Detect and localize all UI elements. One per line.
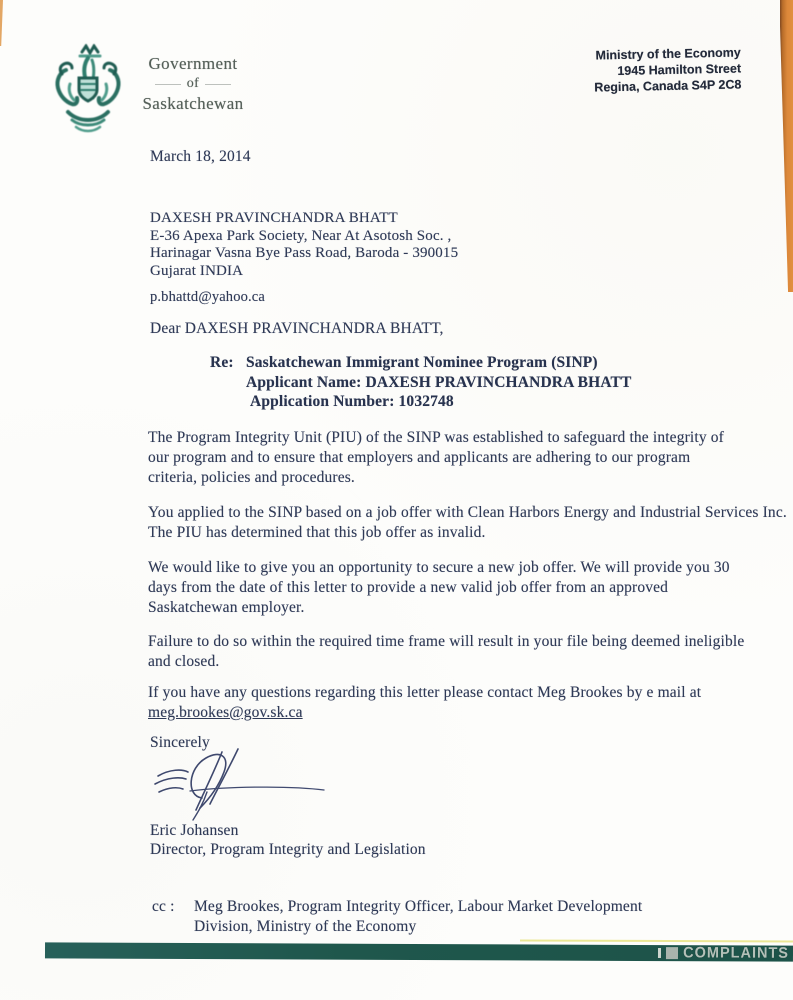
re-label: Re: — [210, 354, 234, 371]
ministry-address-block — [593, 44, 741, 95]
salutation: Dear DAXESH PRAVINCHANDRA BHATT, — [150, 320, 444, 337]
signer-name: Eric Johansen — [150, 822, 239, 839]
body-paragraph-1: The Program Integrity Unit (PIU) of the SINP was established to safeguard the integrity of our program and to ensure that employers and applicants are adhering to our program criteria, policies and procedures. — [148, 429, 724, 486]
decorative-dash-left — [155, 84, 181, 85]
body-paragraph-5 — [148, 683, 768, 723]
org-line-of: of — [186, 76, 200, 91]
recipient-name: DAXESH PRAVINCHANDRA BHATT — [150, 210, 398, 226]
re-application-number-line: Application Number: 1032748 — [250, 393, 454, 410]
letter-date: March 18, 2014 — [150, 148, 251, 165]
cc-line-1: Meg Brookes, Program Integrity Officer, Labour Market Development — [194, 898, 643, 915]
watermark-tick-mark — [658, 948, 661, 958]
scan-scratch-line — [520, 940, 793, 943]
body-paragraph-4: Failure to do so within the required time frame will result in your file being deemed ineligible and closed. — [148, 633, 745, 670]
org-line-saskatchewan: Saskatchewan — [142, 94, 244, 113]
re-program-line: Saskatchewan Immigrant Nominee Program (SINP) — [246, 354, 598, 371]
org-line-government: Government — [148, 54, 238, 73]
scan-edge-artifact — [780, 0, 793, 292]
footer-green-bar — [45, 942, 793, 961]
cc-block — [152, 897, 642, 936]
recipient-address-block — [150, 210, 458, 280]
re-block — [210, 353, 632, 412]
contact-sentence: If you have any questions regarding this letter please contact Meg Brookes by e mail at — [148, 684, 702, 701]
watermark-logo-square — [666, 947, 678, 959]
signature-handwriting — [150, 746, 350, 824]
recipient-address-line-3: Gujarat INDIA — [150, 262, 244, 279]
complaints-watermark — [658, 945, 789, 962]
recipient-address-line-2: Harinagar Vasna Bye Pass Road, Baroda - 390015 — [150, 245, 459, 261]
saskatchewan-coat-of-arms-logo — [46, 44, 130, 136]
signature-block — [150, 821, 426, 859]
recipient-address-line-1: E-36 Apexa Park Society, Near At Asotosh Soc. , — [150, 227, 452, 244]
ministry-name: Ministry of the Economy — [595, 45, 741, 63]
cc-label: cc : — [152, 898, 175, 915]
scan-corner-artifact — [0, 0, 3, 46]
contact-email-link[interactable]: meg.brookes@gov.sk.ca — [148, 704, 303, 721]
decorative-dash-right — [205, 84, 231, 85]
re-applicant-name-line: Applicant Name: DAXESH PRAVINCHANDRA BHATT — [246, 373, 632, 391]
body-paragraph-2: You applied to the SINP based on a job offer with Clean Harbors Energy and Industrial Services Inc. The PIU has determined that this job offer as invalid. — [148, 504, 787, 541]
cc-line-2: Division, Ministry of the Economy — [194, 917, 417, 935]
valediction: Sincerely — [150, 734, 210, 751]
recipient-email: p.bhattd@yahoo.ca — [150, 289, 265, 305]
body-paragraph-3: We would like to give you an opportunity to secure a new job offer. We will provide you 30 days from the date of this letter to provide a new valid job offer from an approved Saskatchewan employer. — [148, 559, 730, 616]
ministry-city: Regina, Canada S4P 2C8 — [594, 77, 742, 95]
government-of-saskatchewan-wordmark — [128, 54, 258, 114]
ministry-street: 1945 Hamilton Street — [617, 61, 742, 79]
watermark-text: COMPLAINTS — [683, 944, 790, 963]
signer-title: Director, Program Integrity and Legislation — [150, 841, 426, 858]
